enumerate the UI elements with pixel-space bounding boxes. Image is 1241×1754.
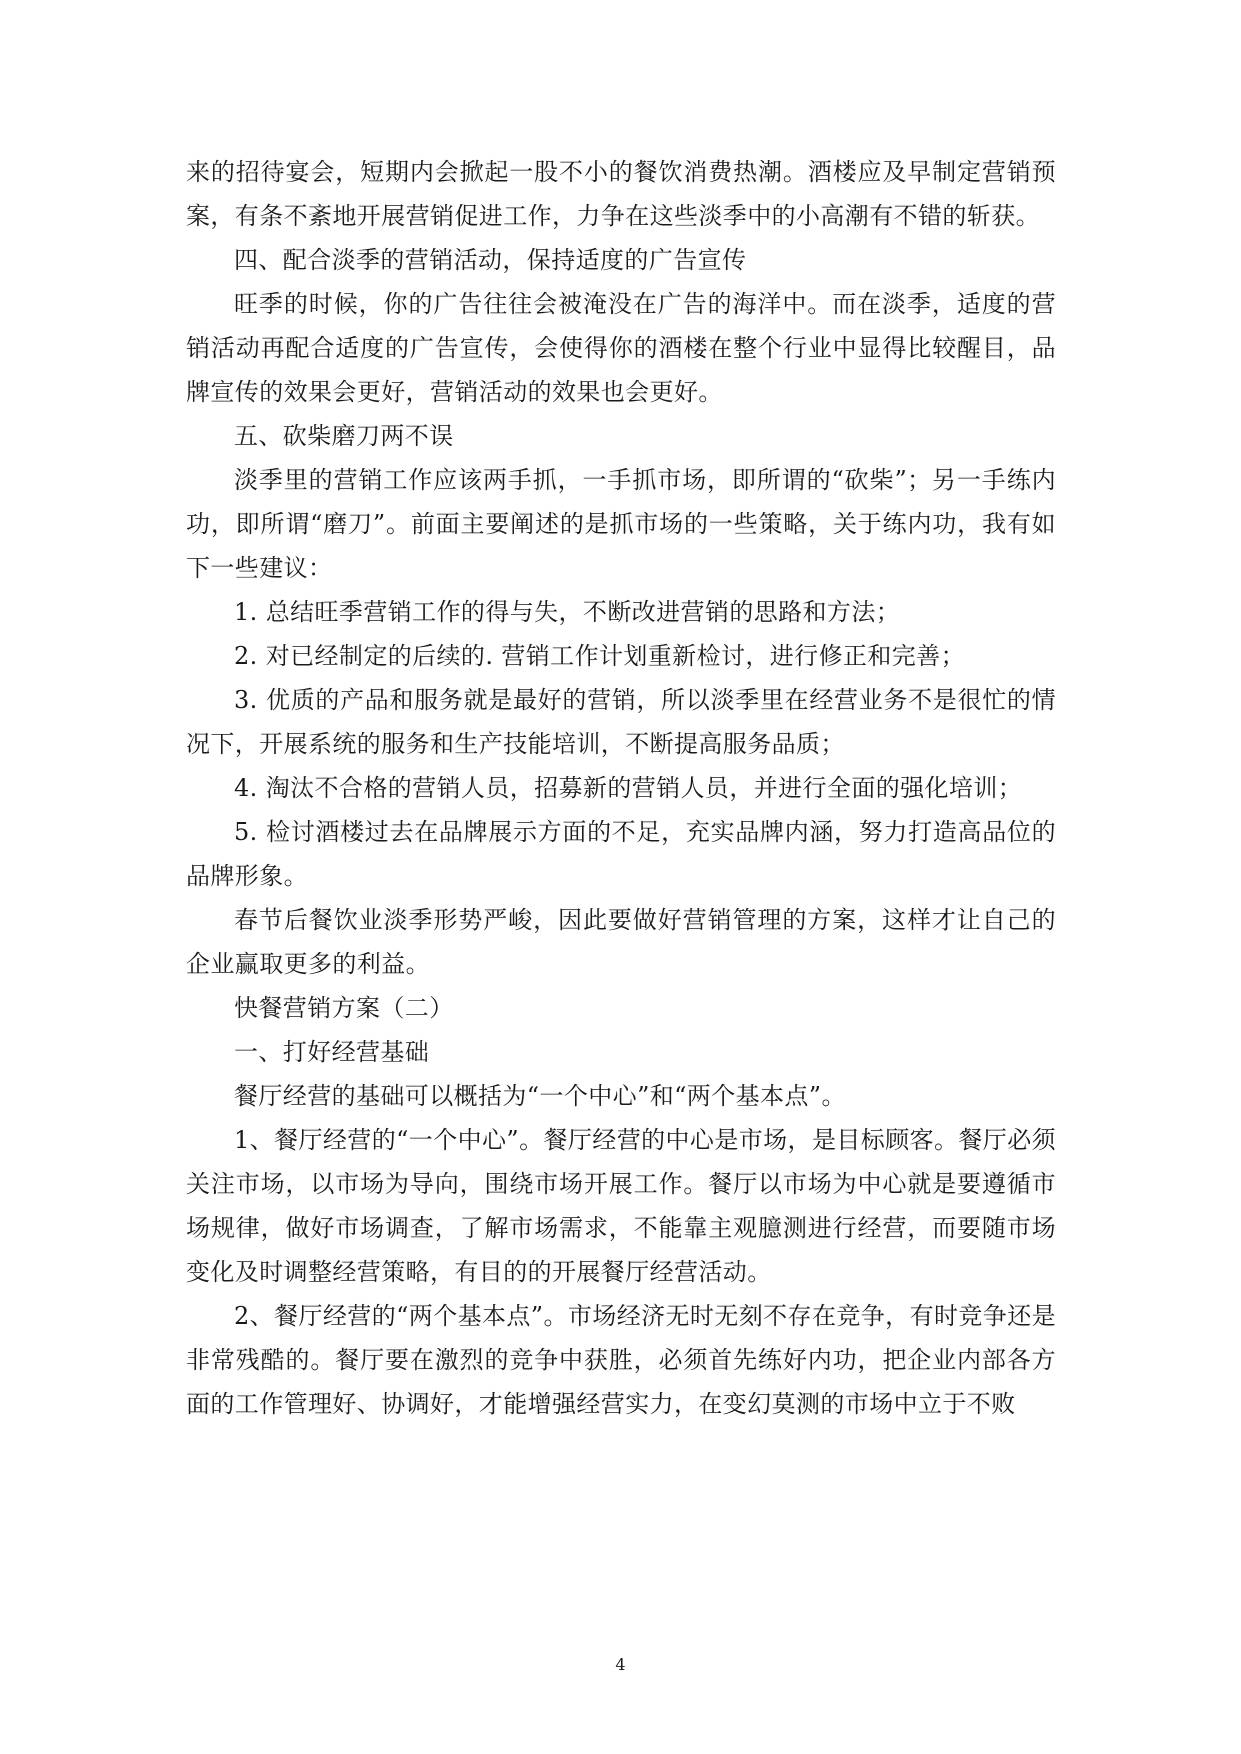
document-body xyxy=(186,150,1056,1426)
page-number: 4 xyxy=(615,1655,626,1674)
paragraph: 春节后餐饮业淡季形势严峻，因此要做好营销管理的方案，这样才让自己的企业赢取更多的利益。 xyxy=(186,906,1056,978)
paragraph: 餐厅经营的基础可以概括为“一个中心”和“两个基本点”。 xyxy=(234,1082,846,1110)
document-subtitle: 快餐营销方案（二） xyxy=(234,994,454,1022)
paragraph: 1、餐厅经营的“一个中心”。餐厅经营的中心是市场，是目标顾客。餐厅必须关注市场，以市场为导向，围绕市场开展工作。餐厅以市场为中心就是要遵循市场规律，做好市场调查，了解市场需求，不能靠主观臆测进行经营，而要随市场变化及时调整经营策略，有目的的开展餐厅经营活动。 xyxy=(186,1126,1056,1286)
section-heading-4: 四、配合淡季的营销活动，保持适度的广告宣传 xyxy=(234,246,747,274)
paragraph: 旺季的时候，你的广告往往会被淹没在广告的海洋中。而在淡季，适度的营销活动再配合适度的广告宣传，会使得你的酒楼在整个行业中显得比较醒目，品牌宣传的效果会更好，营销活动的效果也会更好。 xyxy=(186,290,1056,406)
list-item-2: 2. 对已经制定的后续的. 营销工作计划重新检讨，进行修正和完善； xyxy=(234,642,965,670)
section-heading-5: 五、砍柴磨刀两不误 xyxy=(234,422,454,450)
list-item-4: 4. 淘汰不合格的营销人员，招募新的营销人员，并进行全面的强化培训； xyxy=(234,774,1023,802)
paragraph: 淡季里的营销工作应该两手抓，一手抓市场，即所谓的“砍柴”；另一手练内功，即所谓“磨刀”。前面主要阐述的是抓市场的一些策略，关于练内功，我有如下一些建议： xyxy=(186,466,1056,582)
list-item-3: 3. 优质的产品和服务就是最好的营销，所以淡季里在经营业务不是很忙的情况下，开展系统的服务和生产技能培训，不断提高服务品质； xyxy=(186,686,1056,758)
list-item-5: 5. 检讨酒楼过去在品牌展示方面的不足，充实品牌内涵，努力打造高品位的品牌形象。 xyxy=(186,818,1056,890)
list-item-1: 1. 总结旺季营销工作的得与失，不断改进营销的思路和方法； xyxy=(234,598,901,626)
paragraph: 2、餐厅经营的“两个基本点”。市场经济无时无刻不存在竞争，有时竞争还是非常残酷的。餐厅要在激烈的竞争中获胜，必须首先练好内功，把企业内部各方面的工作管理好、协调好，才能增强经营实力，在变幻莫测的市场中立于不败 xyxy=(186,1302,1056,1418)
paragraph-continuation: 来的招待宴会，短期内会掀起一股不小的餐饮消费热潮。酒楼应及早制定营销预案，有条不紊地开展营销促进工作，力争在这些淡季中的小高潮有不错的斩获。 xyxy=(186,158,1056,230)
section-heading-1: 一、打好经营基础 xyxy=(234,1038,430,1066)
